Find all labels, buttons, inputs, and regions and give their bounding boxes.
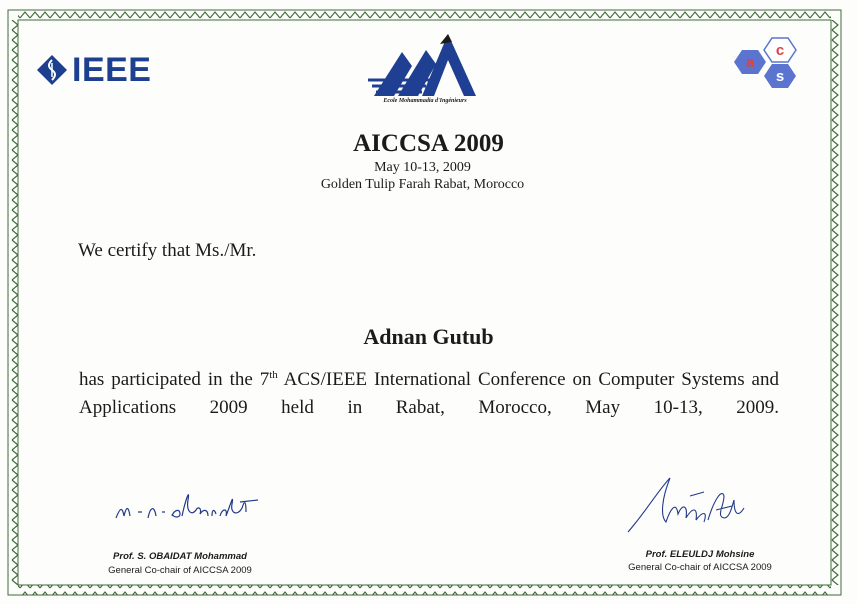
participation-statement bbox=[79, 366, 779, 422]
ieee-logo-text: IEEE bbox=[72, 51, 152, 89]
emi-caption: Ecole Mohammadia d'Ingénieurs bbox=[383, 98, 467, 104]
ieee-diamond-icon bbox=[36, 54, 68, 86]
statement-superscript: th bbox=[269, 369, 278, 381]
acs-letter-c: c bbox=[775, 42, 785, 59]
recipient-name: Adnan Gutub bbox=[363, 324, 494, 349]
signatory-right-name: Prof. ELEULDJ Mohsine bbox=[645, 549, 755, 560]
certify-line: We certify that Ms./Mr. bbox=[78, 240, 257, 261]
conference-dates: May 10-13, 2009 bbox=[374, 160, 471, 175]
acs-logo bbox=[730, 36, 802, 94]
statement-suffix: ACS/IEEE International Conference on Computer Systems and Applications 2009 held in Rabat, Morocco, May 10-13, 2009. bbox=[79, 369, 779, 418]
signatory-left-name: Prof. S. OBAIDAT Mohammad bbox=[113, 551, 247, 562]
conference-venue: Golden Tulip Farah Rabat, Morocco bbox=[320, 177, 525, 192]
conference-title: AICCSA 2009 bbox=[353, 130, 504, 157]
signature-left bbox=[108, 478, 268, 528]
statement-prefix: has participated in the 7 bbox=[79, 369, 270, 390]
acs-letter-a: a bbox=[745, 54, 755, 71]
signatory-left-role: General Co-chair of AICCSA 2009 bbox=[108, 565, 252, 576]
ieee-logo bbox=[36, 52, 151, 88]
signature-right bbox=[620, 470, 750, 540]
signatory-right-role: General Co-chair of AICCSA 2009 bbox=[628, 562, 772, 573]
acs-letter-s: s bbox=[775, 68, 785, 85]
emi-logo bbox=[368, 30, 480, 108]
